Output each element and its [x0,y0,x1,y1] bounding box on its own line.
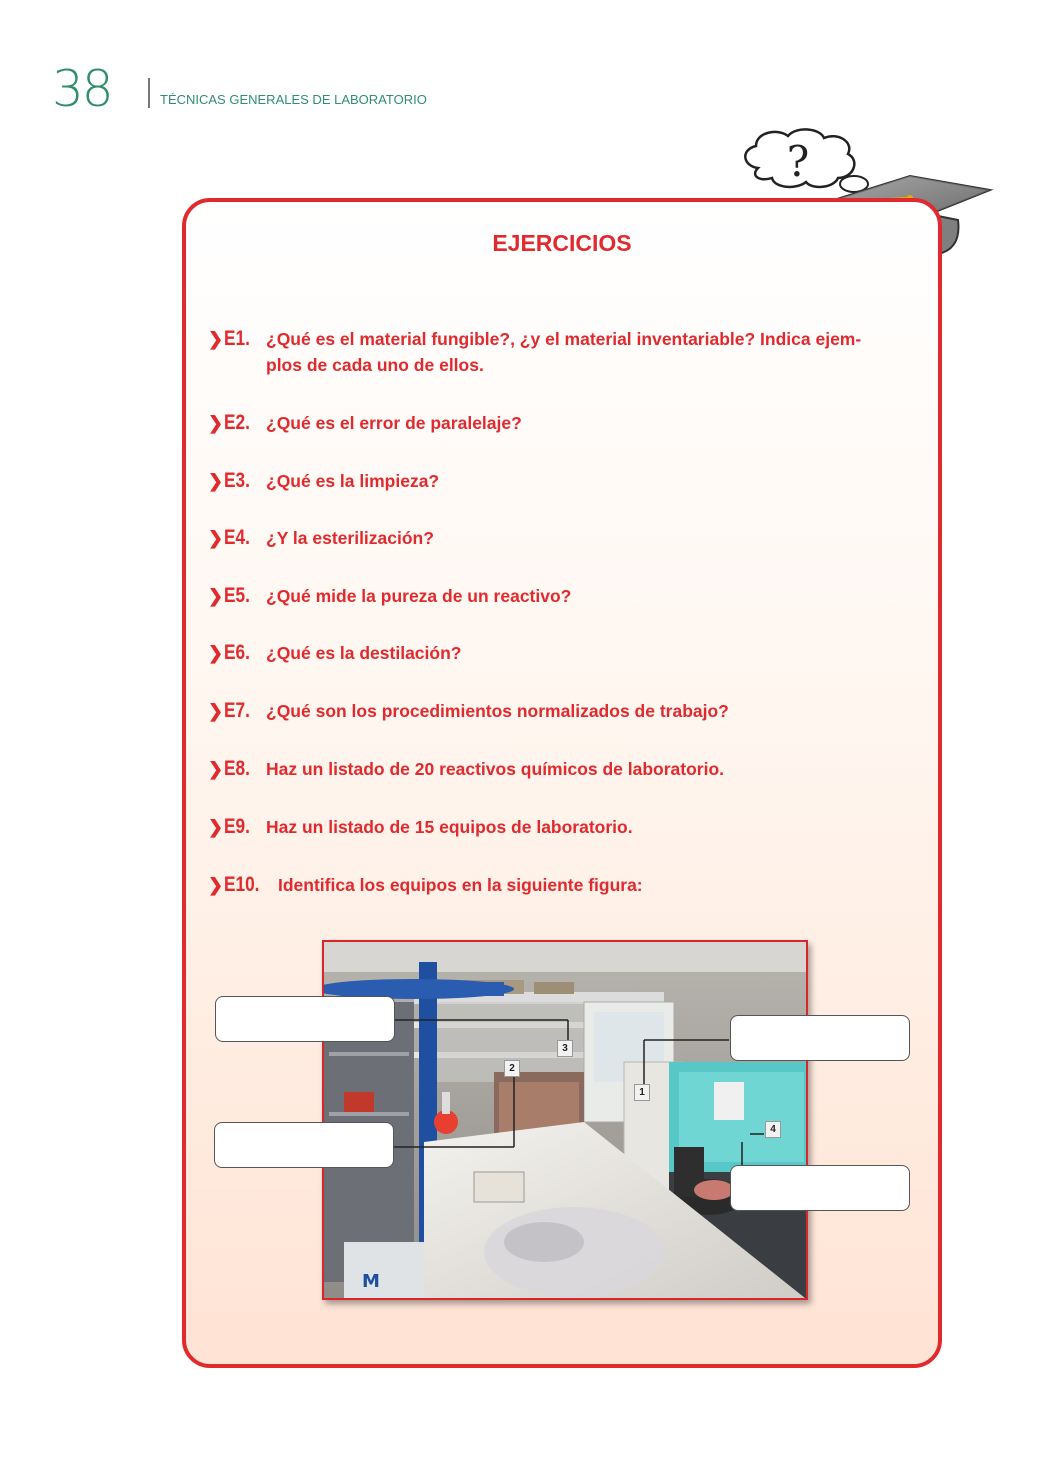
exercise-text: Haz un listado de 20 reactivos químicos de laboratorio. [266,759,725,779]
chevron-right-icon: ❯ [208,875,224,895]
page-number: 38 [52,60,112,118]
exercise-text: ¿Y la esterilización? [266,528,434,548]
exercise-item [208,872,918,898]
exercise-item [208,640,918,666]
exercise-code: E5. [224,584,250,607]
exercise-item [208,698,918,724]
exercise-item [208,583,918,609]
exercise-code: E6. [224,641,250,664]
chevron-right-icon: ❯ [208,643,224,663]
answer-box-4[interactable] [730,1165,910,1211]
chevron-right-icon: ❯ [208,817,224,837]
exercise-item [208,525,918,551]
svg-text:M: M [362,1271,380,1292]
exercise-code: E1. [224,327,250,350]
exercise-item [208,814,918,840]
chevron-right-icon: ❯ [208,413,224,433]
lab-photo [322,940,808,1300]
exercise-text: Identifica los equipos en la siguiente figura: [278,875,643,895]
exercise-text: ¿Qué son los procedimientos normalizados de trabajo? [266,701,729,721]
exercise-code: E9. [224,815,250,838]
exercise-code: E4. [224,526,250,549]
exercise-code: E2. [224,411,250,434]
exercise-text: ¿Qué es el error de paralelaje? [266,413,522,433]
chapter-title: TÉCNICAS GENERALES DE LABORATORIO [160,92,427,107]
exercises-title: EJERCICIOS [492,230,632,256]
lab-scene-illustration [324,942,808,1300]
exercise-item [208,756,918,782]
chevron-right-icon: ❯ [208,759,224,779]
exercise-text: ¿Qué mide la pureza de un reactivo? [266,586,572,606]
exercise-text: ¿Qué es la limpieza? [266,471,440,491]
answer-box-2[interactable] [214,1122,394,1168]
answer-box-3[interactable] [215,996,395,1042]
marker-2: 2 [504,1060,520,1077]
exercise-code: E8. [224,757,250,780]
marker-1: 1 [634,1084,650,1101]
question-mark: ? [786,137,810,186]
exercise-item [208,468,918,494]
header-divider [148,78,150,108]
exercise-text: Haz un listado de 15 equipos de laboratorio. [266,817,633,837]
exercise-item [208,326,918,378]
exercise-code: E3. [224,469,250,492]
chevron-right-icon: ❯ [208,471,224,491]
chevron-right-icon: ❯ [208,528,224,548]
chevron-right-icon: ❯ [208,586,224,606]
marker-3: 3 [557,1040,573,1057]
exercise-text: ¿Qué es el material fungible?, ¿y el material inventariable? Indica ejem- plos de cada uno de ellos. [266,329,862,375]
exercise-item [208,410,918,436]
chevron-right-icon: ❯ [208,329,224,349]
answer-box-1[interactable] [730,1015,910,1061]
exercise-code: E7. [224,699,250,722]
marker-4: 4 [765,1121,781,1138]
exercise-code: E10. [224,873,260,896]
chevron-right-icon: ❯ [208,701,224,721]
exercise-text: ¿Qué es la destilación? [266,643,462,663]
